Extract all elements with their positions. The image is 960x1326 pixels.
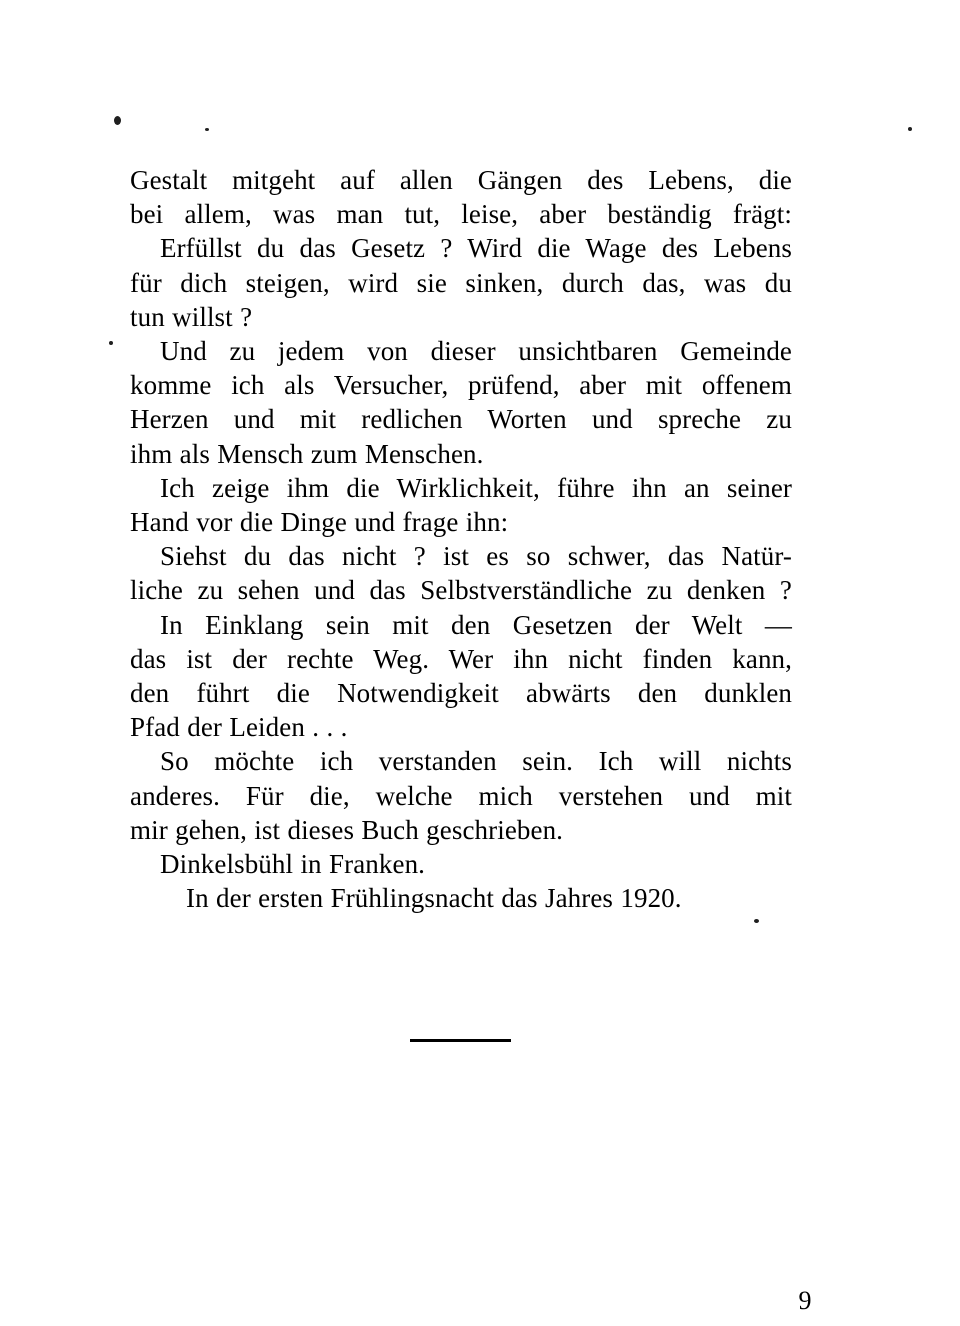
paragraph	[130, 744, 792, 847]
text-line: Und zu jedem von dieser unsichtbaren Gemeinde	[160, 336, 792, 367]
text-line: liche zu sehen und das Selbstverständliche zu denken ?	[130, 575, 792, 606]
paragraph	[130, 847, 792, 881]
scan-speck	[754, 919, 759, 923]
scan-speck	[205, 128, 209, 131]
text-line: ihm als Mensch zum Menschen.	[130, 438, 484, 469]
page-number: 9	[798, 1286, 812, 1315]
text-line: den führt die Notwendigkeit abwärts den dunklen	[130, 678, 792, 709]
horizontal-rule	[410, 1039, 511, 1042]
text-line: Ich zeige ihm die Wirklichkeit, führe ihn an seiner	[160, 472, 792, 503]
paragraph	[130, 608, 792, 745]
text-line: anderes. Für die, welche mich verstehen und mit	[130, 780, 792, 811]
text-line: tun willst ?	[130, 301, 253, 332]
text-line: mir gehen, ist dieses Buch geschrieben.	[130, 814, 564, 845]
text-line: Dinkelsbühl in Franken.	[160, 849, 426, 880]
scan-speck	[109, 341, 113, 345]
text-line: So möchte ich verstanden sein. Ich will nichts	[160, 746, 792, 777]
text-line: Hand vor die Dinge und frage ihn:	[130, 507, 509, 538]
text-line: komme ich als Versucher, prüfend, aber mit offenem	[130, 370, 792, 401]
text-line: Herzen und mit redlichen Worten und spreche zu	[130, 404, 792, 435]
scan-speck	[908, 127, 912, 131]
text-line: das ist der rechte Weg. Wer ihn nicht finden kann,	[130, 643, 792, 674]
paragraph	[130, 471, 792, 539]
text-line: Siehst du das nicht ? ist es so schwer, das Natür-	[160, 541, 792, 572]
page-text-block	[130, 163, 792, 915]
text-line: Gestalt mitgeht auf allen Gängen des Lebens, die	[130, 165, 792, 195]
scan-speck	[114, 116, 121, 125]
paragraph	[130, 163, 792, 231]
text-line: In der ersten Frühlingsnacht das Jahres 1920.	[186, 883, 682, 914]
text-line: für dich steigen, wird sie sinken, durch das, was du	[130, 267, 792, 298]
paragraph	[130, 881, 792, 915]
paragraph	[130, 231, 792, 334]
text-line: In Einklang sein mit den Gesetzen der Welt —	[160, 609, 792, 640]
text-line: bei allem, was man tut, leise, aber beständig frägt:	[130, 199, 792, 230]
text-line: Pfad der Leiden . . .	[130, 712, 348, 743]
text-line: Erfüllst du das Gesetz ? Wird die Wage des Lebens	[160, 233, 792, 264]
paragraph	[130, 334, 792, 471]
paragraph	[130, 539, 792, 607]
